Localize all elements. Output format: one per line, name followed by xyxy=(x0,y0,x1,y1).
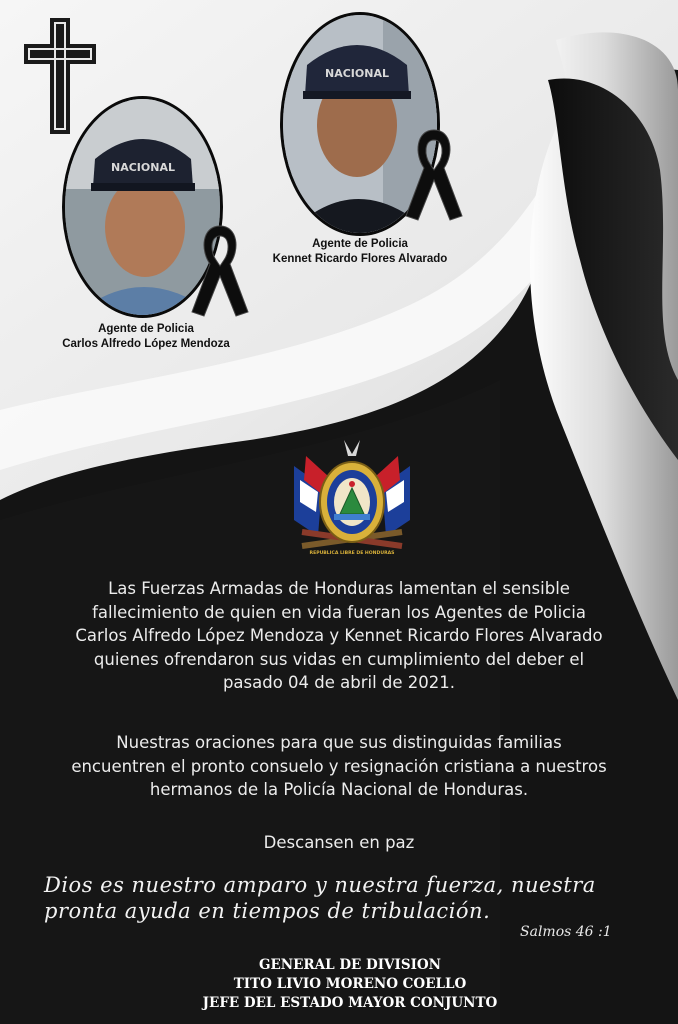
prayer-message xyxy=(34,731,644,802)
agent-caption-2 xyxy=(240,237,480,267)
message-line: Carlos Alfredo López Mendoza y Kennet Ricardo Flores Alvarado xyxy=(75,626,603,645)
agent-rank: Agente de Policia xyxy=(312,238,408,250)
agent-rank: Agente de Policia xyxy=(98,323,194,335)
cap-label: NACIONAL xyxy=(111,161,175,174)
agent-name: Carlos Alfredo López Mendoza xyxy=(62,338,230,350)
message-line: pasado 04 de abril de 2021. xyxy=(222,673,456,692)
signature-name: TITO LIVIO MORENO COELLO xyxy=(233,976,467,992)
verse-reference: Salmos 46 :1 xyxy=(520,924,612,940)
mourning-ribbon-icon xyxy=(402,122,466,226)
rest-in-peace-text: Descansen en paz xyxy=(263,833,415,852)
bible-verse xyxy=(44,872,644,924)
message-line: Las Fuerzas Armadas de Honduras lamentan el sensible xyxy=(108,579,570,598)
signature-title: JEFE DEL ESTADO MAYOR CONJUNTO xyxy=(202,995,498,1011)
signature-rank: GENERAL DE DIVISION xyxy=(258,957,441,973)
message-line: hermanos de la Policía Nacional de Honduras. xyxy=(149,780,529,799)
agent-caption-1 xyxy=(36,322,256,352)
message-line: quienes ofrendaron sus vidas en cumplimiento del deber el xyxy=(93,649,585,669)
coat-of-arms-emblem xyxy=(288,436,416,566)
verse-line: Dios es nuestro amparo y nuestra fuerza, nuestra xyxy=(44,873,596,897)
verse-line: pronta ayuda en tiempos de tribulación. xyxy=(44,899,491,923)
agent-name: Kennet Ricardo Flores Alvarado xyxy=(272,253,448,265)
message-line: encuentren el pronto consuelo y resignación cristiana a nuestros xyxy=(71,756,607,776)
message-line: Nuestras oraciones para que sus distinguidas familias xyxy=(116,733,562,752)
condolence-message xyxy=(34,577,644,695)
mourning-ribbon-icon xyxy=(188,220,252,320)
cap-label: NACIONAL xyxy=(325,67,389,80)
emblem-inscription: REPUBLICA LIBRE DE HONDURAS xyxy=(309,551,395,556)
message-line: fallecimiento de quien en vida fueran los Agentes de Policia xyxy=(92,602,586,622)
cross-icon xyxy=(22,16,98,136)
signature-block xyxy=(100,956,600,1013)
